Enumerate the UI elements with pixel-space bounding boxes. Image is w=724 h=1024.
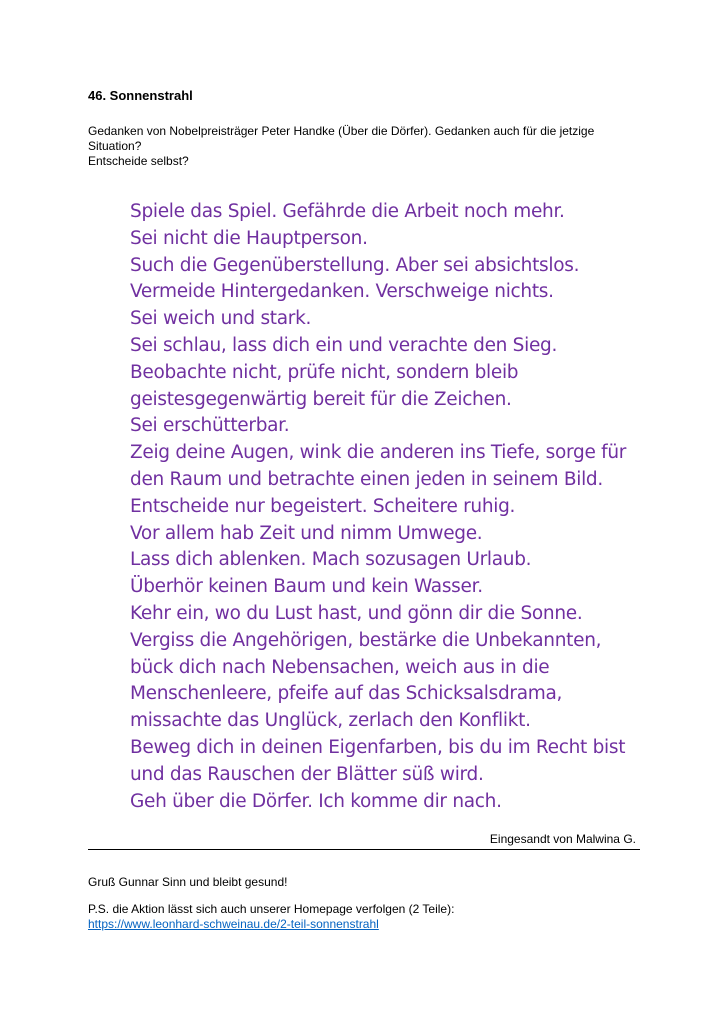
poem-line: Beweg dich in deinen Eigenfarben, bis du im Recht bist <box>130 736 626 758</box>
poem-line: Sei erschütterbar. <box>130 415 290 437</box>
poem-line: Geh über die Dörfer. Ich komme dir nach. <box>130 790 502 812</box>
intro-paragraph: Entscheide selbst? <box>88 154 189 168</box>
poem-line: missachte das Unglück, zerlach den Konflikt. <box>130 710 531 732</box>
homepage-link[interactable]: https://www.leonhard-schweinau.de/2-teil-sonnenstrahl <box>88 917 379 931</box>
poem-line: Überhör keinen Baum und kein Wasser. <box>130 576 483 598</box>
poem-line: Sei schlau, lass dich ein und verachte den Sieg. <box>130 334 558 356</box>
poem-line: Entscheide nur begeistert. Scheitere ruhig. <box>130 495 516 517</box>
poem-line: den Raum und betrachte einen jeden in seinem Bild. <box>130 468 603 490</box>
greeting: Gruß Gunnar Sinn und bleibt gesund! <box>88 875 288 889</box>
poem-line: bück dich nach Nebensachen, weich aus in die <box>130 656 550 678</box>
document-title: 46. Sonnenstrahl <box>88 88 193 103</box>
postscript <box>88 902 454 932</box>
poem-line: Beobachte nicht, prüfe nicht, sondern bleib <box>130 361 519 383</box>
credit-line: Eingesandt von Malwina G. <box>489 832 636 846</box>
poem-line: Sei nicht die Hauptperson. <box>130 227 368 249</box>
poem-line: Such die Gegenüberstellung. Aber sei absichtslos. <box>130 254 580 276</box>
poem-line: Menschenleere, pfeife auf das Schicksalsdrama, <box>130 683 563 705</box>
poem-line: Kehr ein, wo du Lust hast, und gönn dir die Sonne. <box>130 602 583 624</box>
poem-line: Vergiss die Angehörigen, bestärke die Unbekannten, <box>130 629 602 651</box>
divider <box>88 849 640 850</box>
poem-line: geistesgegenwärtig bereit für die Zeichen. <box>130 388 512 410</box>
intro-paragraph: Gedanken von Nobelpreisträger Peter Handke (Über die Dörfer). Gedanken auch für die jetzige Situation? <box>88 124 595 153</box>
poem-line: Lass dich ablenken. Mach sozusagen Urlaub. <box>130 549 532 571</box>
poem-line: Sei weich und stark. <box>130 308 312 330</box>
poem-line: Spiele das Spiel. Gefährde die Arbeit noch mehr. <box>130 201 565 222</box>
postscript-text: P.S. die Aktion lässt sich auch unserer Homepage verfolgen (2 Teile): <box>88 902 455 916</box>
poem-line: Vermeide Hintergedanken. Verschweige nichts. <box>130 281 554 303</box>
poem <box>130 199 650 815</box>
poem-line: und das Rauschen der Blätter süß wird. <box>130 763 484 785</box>
poem-line: Vor allem hab Zeit und nimm Umwege. <box>130 522 483 544</box>
poem-line: Zeig deine Augen, wink die anderen ins Tiefe, sorge für <box>130 442 627 464</box>
intro-text <box>88 124 648 169</box>
